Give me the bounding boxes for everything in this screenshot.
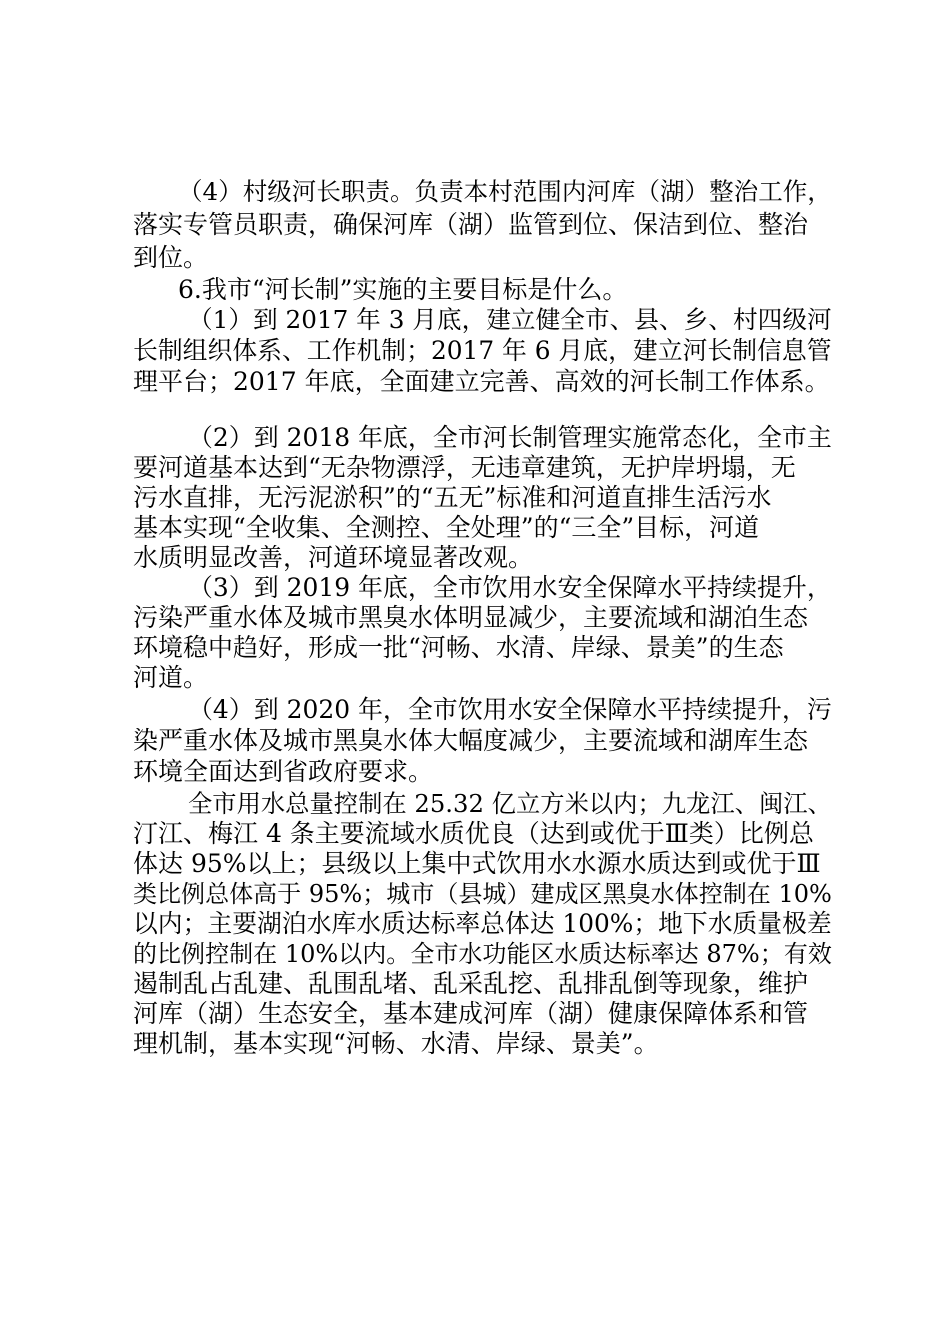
question-heading: 6.我市“河长制”实施的主要目标是什么。 xyxy=(178,275,628,304)
paragraph-line: 环境全面达到省政府要求。 xyxy=(133,757,434,786)
paragraph-line: 河道。 xyxy=(133,663,209,692)
paragraph-line: 全市用水总量控制在 25.32 亿立方米以内；九龙江、闽江、 xyxy=(188,789,832,818)
paragraph-line: 落实专管员职责，确保河库（湖）监管到位、保洁到位、整治 xyxy=(133,210,809,239)
paragraph-line: 污水直排，无污泥淤积”的“五无”标准和河道直排生活污水 xyxy=(133,483,772,512)
paragraph-line: 基本实现“全收集、全测控、全处理”的“三全”目标，河道 xyxy=(133,513,760,542)
paragraph-line: 长制组织体系、工作机制；2017 年 6 月底，建立河长制信息管 xyxy=(133,336,832,365)
paragraph-line: 理平台；2017 年底，全面建立完善、高效的河长制工作体系。 xyxy=(133,367,830,396)
paragraph-line: （3）到 2019 年底，全市饮用水安全保障水平持续提升， xyxy=(188,573,832,602)
paragraph-line: 环境稳中趋好，形成一批“河畅、水清、岸绿、景美”的生态 xyxy=(133,633,784,662)
paragraph-line: 污染严重水体及城市黑臭水体明显减少，主要流域和湖泊生态 xyxy=(133,603,809,632)
paragraph-line: 染严重水体及城市黑臭水体大幅度减少，主要流域和湖库生态 xyxy=(133,726,809,755)
paragraph-line: 以内；主要湖泊水库水质达标率总体达 100%；地下水质量极差 xyxy=(133,909,832,938)
paragraph-line: 汀江、梅江 4 条主要流域水质优良（达到或优于Ⅲ类）比例总 xyxy=(133,819,814,848)
paragraph-line: 水质明显改善，河道环境显著改观。 xyxy=(133,543,534,572)
paragraph-line: 理机制，基本实现“河畅、水清、岸绿、景美”。 xyxy=(133,1029,659,1058)
paragraph-line: （2）到 2018 年底，全市河长制管理实施常态化，全市主 xyxy=(188,423,832,452)
paragraph-line: 遏制乱占乱建、乱围乱堵、乱采乱挖、乱排乱倒等现象，维护 xyxy=(133,969,809,998)
paragraph-line: （4）村级河长职责。负责本村范围内河库（湖）整治工作， xyxy=(178,177,832,206)
paragraph-line: 的比例控制在 10%以内。全市水功能区水质达标率达 87%；有效 xyxy=(133,940,832,968)
paragraph-line: 到位。 xyxy=(133,243,209,272)
paragraph-line: 类比例总体高于 95%；城市（县城）建成区黑臭水体控制在 10% xyxy=(133,880,832,908)
paragraph-line: （1）到 2017 年 3 月底，建立健全市、县、乡、村四级河 xyxy=(188,305,832,334)
paragraph-line: 体达 95%以上；县级以上集中式饮用水水源水质达到或优于Ⅲ xyxy=(133,849,821,878)
paragraph-line: （4）到 2020 年，全市饮用水安全保障水平持续提升，污 xyxy=(188,695,832,724)
paragraph-line: 河库（湖）生态安全，基本建成河库（湖）健康保障体系和管 xyxy=(133,999,809,1028)
paragraph-line: 要河道基本达到“无杂物漂浮，无违章建筑，无护岸坍塌，无 xyxy=(133,453,796,482)
